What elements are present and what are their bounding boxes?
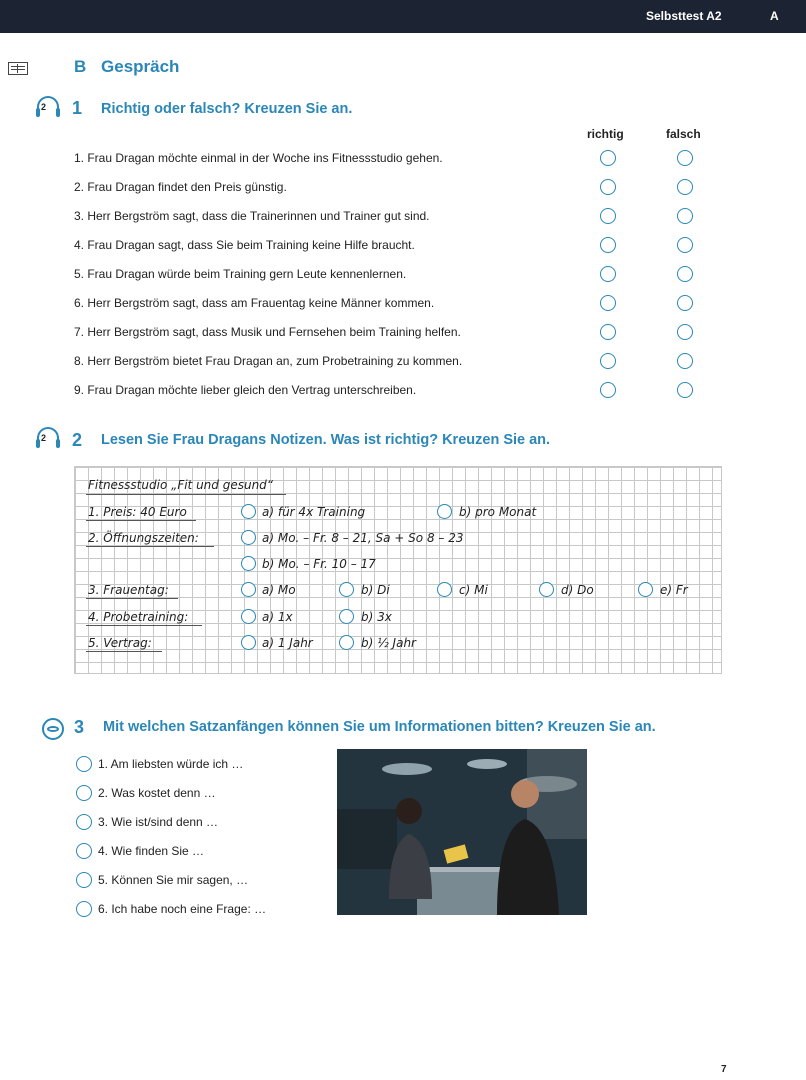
exercise-1-instruction: Richtig oder falsch? Kreuzen Sie an. — [101, 101, 353, 117]
falsch-checkbox[interactable] — [677, 382, 693, 398]
section-heading — [74, 57, 179, 77]
notes-r3d-checkbox[interactable] — [539, 582, 554, 597]
statement-item: 2. Frau Dragan findet den Preis günstig. — [74, 180, 287, 194]
section-title: Gespräch — [101, 57, 180, 76]
headphones-icon[interactable] — [36, 427, 62, 449]
option-checkbox[interactable] — [76, 814, 92, 830]
notes-r3c: c) Mi — [459, 583, 488, 597]
speaking-icon — [42, 718, 64, 740]
exercise-1-number: 1 — [72, 98, 83, 118]
notes-r1b: b) pro Monat — [459, 505, 537, 519]
notes-r3b: b) Di — [361, 583, 390, 597]
statement-item: 5. Frau Dragan würde beim Training gern Leute kennenlernen. — [74, 267, 407, 281]
notes-r4a: a) 1x — [262, 610, 293, 624]
notes-r2a: a) Mo. – Fr. 8 – 21, Sa + So 8 – 23 — [262, 531, 464, 545]
richtig-checkbox[interactable] — [600, 324, 616, 340]
notes-r3e-checkbox[interactable] — [638, 582, 653, 597]
falsch-checkbox[interactable] — [677, 266, 693, 282]
gym-reception-illustration — [337, 749, 587, 915]
statement-item: 6. Herr Bergström sagt, dass am Frauentag keine Männer kommen. — [74, 296, 435, 310]
exercise-2-instruction: Lesen Sie Frau Dragans Notizen. Was ist richtig? Kreuzen Sie an. — [101, 432, 551, 448]
header-title: Selbsttest A2 — [646, 9, 722, 23]
column-richtig: richtig — [587, 127, 624, 141]
notes-row-3-label: 3. Frauentag: — [88, 583, 169, 597]
notes-r3a-checkbox[interactable] — [241, 582, 256, 597]
notes-r1a-checkbox[interactable] — [241, 504, 256, 519]
track-number: 2 — [41, 102, 47, 112]
notes-r4b-checkbox[interactable] — [339, 609, 354, 624]
notes-r1b-checkbox[interactable] — [437, 504, 452, 519]
option-checkbox[interactable] — [76, 843, 92, 859]
statement-item: 8. Herr Bergström bietet Frau Dragan an, zum Probetraining zu kommen. — [74, 354, 463, 368]
notes-row-5-label: 5. Vertrag: — [88, 636, 152, 650]
notes-r3c-checkbox[interactable] — [437, 582, 452, 597]
notes-row-2-label: 2. Öffnungszeiten: — [88, 531, 199, 545]
notes-r3d: d) Do — [561, 583, 594, 597]
option-checkbox[interactable] — [76, 756, 92, 772]
falsch-checkbox[interactable] — [677, 237, 693, 253]
richtig-checkbox[interactable] — [600, 382, 616, 398]
statement-item: 4. Frau Dragan sagt, dass Sie beim Training keine Hilfe braucht. — [74, 238, 415, 252]
gym-reception-photo — [337, 749, 587, 915]
notes-row-1-label: 1. Preis: 40 Euro — [88, 505, 187, 519]
exercise-2-number: 2 — [72, 430, 83, 450]
track-number: 2 — [41, 433, 47, 443]
richtig-checkbox[interactable] — [600, 295, 616, 311]
option-item: 1. Am liebsten würde ich … — [98, 757, 244, 771]
richtig-checkbox[interactable] — [600, 266, 616, 282]
falsch-checkbox[interactable] — [677, 353, 693, 369]
notes-row-4-label: 4. Probetraining: — [88, 610, 189, 624]
notes-r1a: a) für 4x Training — [262, 505, 366, 519]
notes-r3a: a) Mo — [262, 583, 296, 597]
top-bar — [0, 0, 806, 33]
option-checkbox[interactable] — [76, 872, 92, 888]
notes-r5a: a) 1 Jahr — [262, 636, 313, 650]
option-item: 3. Wie ist/sind denn … — [98, 815, 219, 829]
notes-r5a-checkbox[interactable] — [241, 635, 256, 650]
notes-title: Fitnessstudio „Fit und gesund“ — [88, 478, 274, 492]
statement-item: 3. Herr Bergström sagt, dass die Trainerinnen und Trainer gut sind. — [74, 209, 430, 223]
falsch-checkbox[interactable] — [677, 179, 693, 195]
option-item: 6. Ich habe noch eine Frage: … — [98, 902, 267, 916]
headphones-icon[interactable] — [36, 96, 62, 118]
statement-item: 7. Herr Bergström sagt, dass Musik und Fernsehen beim Training helfen. — [74, 325, 461, 339]
option-item: 4. Wie finden Sie … — [98, 844, 205, 858]
book-icon — [8, 62, 28, 75]
falsch-checkbox[interactable] — [677, 295, 693, 311]
falsch-checkbox[interactable] — [677, 208, 693, 224]
section-letter: B — [74, 57, 87, 76]
richtig-checkbox[interactable] — [600, 179, 616, 195]
richtig-checkbox[interactable] — [600, 353, 616, 369]
header-level: A — [770, 9, 779, 23]
statement-item: 9. Frau Dragan möchte lieber gleich den Vertrag unterschreiben. — [74, 383, 417, 397]
richtig-checkbox[interactable] — [600, 208, 616, 224]
option-checkbox[interactable] — [76, 901, 92, 917]
richtig-checkbox[interactable] — [600, 150, 616, 166]
notes-r4a-checkbox[interactable] — [241, 609, 256, 624]
notes-r5b: b) ½ Jahr — [361, 636, 416, 650]
richtig-checkbox[interactable] — [600, 237, 616, 253]
notes-r3b-checkbox[interactable] — [339, 582, 354, 597]
notes-r2b: b) Mo. – Fr. 10 – 17 — [262, 557, 376, 571]
column-falsch: falsch — [666, 127, 701, 141]
notes-r2a-checkbox[interactable] — [241, 530, 256, 545]
notes-r2b-checkbox[interactable] — [241, 556, 256, 571]
option-checkbox[interactable] — [76, 785, 92, 801]
statement-item: 1. Frau Dragan möchte einmal in der Woche ins Fitnessstudio gehen. — [74, 151, 443, 165]
falsch-checkbox[interactable] — [677, 150, 693, 166]
notes-r3e: e) Fr — [660, 583, 688, 597]
exercise-3-instruction: Mit welchen Satzanfängen können Sie um Informationen bitten? Kreuzen Sie an. — [103, 719, 656, 735]
option-item: 5. Können Sie mir sagen, … — [98, 873, 249, 887]
falsch-checkbox[interactable] — [677, 324, 693, 340]
exercise-3-number: 3 — [74, 717, 85, 737]
page-number: 7 — [721, 1064, 727, 1075]
notes-r4b: b) 3x — [361, 610, 392, 624]
option-item: 2. Was kostet denn … — [98, 786, 216, 800]
notes-r5b-checkbox[interactable] — [339, 635, 354, 650]
